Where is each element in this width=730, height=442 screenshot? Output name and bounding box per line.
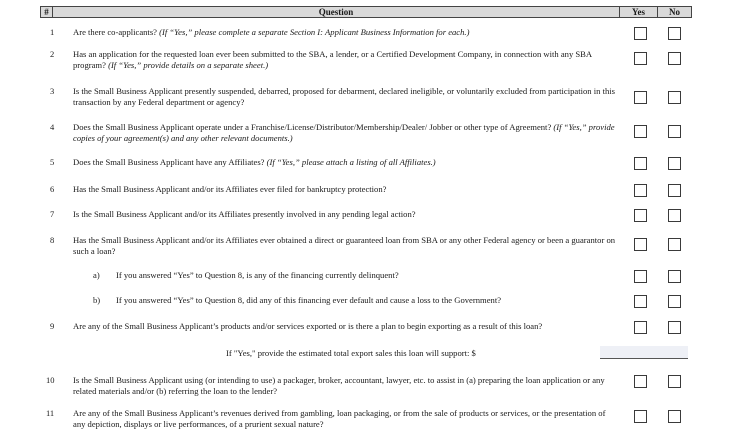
header-question: Question xyxy=(53,7,620,17)
question-number: 5 xyxy=(50,157,55,167)
no-checkbox-3[interactable] xyxy=(668,91,681,104)
question-body: Is the Small Business Applicant using (or intending to use) a packager, broker, accountant, lawyer, etc. to assist in (a) preparing the loan application or any related materials and/or (b) referring the loan to the lender? xyxy=(73,375,605,396)
question-body: Has the Small Business Applicant and/or its Affiliates ever obtained a direct or guaranteed loan from SBA or any other Federal agency or been a guarantor on such a loan? xyxy=(73,235,616,256)
no-checkbox-8a[interactable] xyxy=(668,270,681,283)
question-text-4 xyxy=(73,122,618,144)
no-checkbox-11[interactable] xyxy=(668,410,681,423)
no-checkbox-2[interactable] xyxy=(668,52,681,65)
question-number: 4 xyxy=(50,122,55,132)
no-checkbox-4[interactable] xyxy=(668,125,681,138)
no-checkbox-5[interactable] xyxy=(668,157,681,170)
question-body: Is the Small Business Applicant presently suspended, debarred, proposed for debarment, declared ineligible, or voluntarily excluded from participation in this transaction by any Federal department or agency? xyxy=(73,86,615,107)
question-text-10 xyxy=(73,375,618,397)
question-text-1 xyxy=(73,27,618,38)
question-instruction: (If “Yes,” please attach a listing of all Affiliates.) xyxy=(266,157,436,167)
export-sales-label: If "Yes," provide the estimated total export sales this loan will support: $ xyxy=(226,348,476,358)
question-body: Has the Small Business Applicant and/or its Affiliates ever filed for bankruptcy protection? xyxy=(73,184,387,194)
no-checkbox-7[interactable] xyxy=(668,209,681,222)
question-number: 1 xyxy=(50,27,55,37)
question-body: Has an application for the requested loan ever been submitted to the SBA, a lender, or a Certified Development Company, in connection with any SBA program? xyxy=(73,49,592,70)
question-text-11 xyxy=(73,408,618,430)
question-text-8 xyxy=(73,235,618,257)
no-checkbox-6[interactable] xyxy=(668,184,681,197)
yes-checkbox-9[interactable] xyxy=(634,321,647,334)
question-number: 10 xyxy=(46,375,55,385)
question-number: 6 xyxy=(50,184,55,194)
question-number: 9 xyxy=(50,321,55,331)
question-body: Are any of the Small Business Applicant’s revenues derived from gambling, loan packaging, or from the sale of products or services, or the presentation of any depiction, displays or live performances, of a prurient sexual nature? xyxy=(73,408,606,429)
question-text-9 xyxy=(73,321,618,332)
subquestion-text: If you answered “Yes” to Question 8, did any of this financing ever default and cause a loss to the Government? xyxy=(116,295,502,305)
question-body: Are any of the Small Business Applicant’s products and/or services exported or is there a plan to begin exporting as a result of this loan? xyxy=(73,321,543,331)
subquestion-label: a) xyxy=(93,270,100,280)
no-checkbox-8[interactable] xyxy=(668,238,681,251)
question-body: Does the Small Business Applicant operate under a Franchise/License/Distributor/Membership/Dealer/ Jobber or other type of Agreement? xyxy=(73,122,554,132)
yes-checkbox-6[interactable] xyxy=(634,184,647,197)
yes-checkbox-2[interactable] xyxy=(634,52,647,65)
header-number: # xyxy=(41,7,53,17)
question-text-5 xyxy=(73,157,618,168)
question-number: 2 xyxy=(50,49,55,59)
yes-checkbox-4[interactable] xyxy=(634,125,647,138)
question-number: 11 xyxy=(46,408,55,418)
yes-checkbox-8a[interactable] xyxy=(634,270,647,283)
question-instruction: (If “Yes,” provide copies of your agreement(s) and any other relevant documents.) xyxy=(73,122,615,143)
question-instruction: (If “Yes,” please complete a separate Section I: Applicant Business Information for each.) xyxy=(159,27,470,37)
question-number: 7 xyxy=(50,209,55,219)
question-body: Is the Small Business Applicant and/or its Affiliates presently involved in any pending legal action? xyxy=(73,209,416,219)
table-header xyxy=(40,6,692,18)
question-number: 3 xyxy=(50,86,55,96)
yes-checkbox-1[interactable] xyxy=(634,27,647,40)
question-body: Are there co-applicants? xyxy=(73,27,160,37)
no-checkbox-8b[interactable] xyxy=(668,295,681,308)
no-checkbox-1[interactable] xyxy=(668,27,681,40)
header-no: No xyxy=(669,7,680,17)
question-body: Does the Small Business Applicant have any Affiliates? xyxy=(73,157,267,167)
question-text-7 xyxy=(73,209,618,220)
header-yes: Yes xyxy=(620,7,658,17)
yes-checkbox-11[interactable] xyxy=(634,410,647,423)
yes-checkbox-8[interactable] xyxy=(634,238,647,251)
yes-checkbox-5[interactable] xyxy=(634,157,647,170)
question-text-3 xyxy=(73,86,618,108)
question-instruction: (If “Yes,” provide details on a separate sheet.) xyxy=(108,60,269,70)
question-text-6 xyxy=(73,184,618,195)
no-checkbox-10[interactable] xyxy=(668,375,681,388)
yes-checkbox-10[interactable] xyxy=(634,375,647,388)
yes-checkbox-3[interactable] xyxy=(634,91,647,104)
subquestion-label: b) xyxy=(93,295,101,305)
yes-checkbox-7[interactable] xyxy=(634,209,647,222)
no-checkbox-9[interactable] xyxy=(668,321,681,334)
question-number: 8 xyxy=(50,235,55,245)
export-sales-input[interactable] xyxy=(600,346,688,359)
question-text-2 xyxy=(73,49,618,71)
yes-checkbox-8b[interactable] xyxy=(634,295,647,308)
subquestion-text: If you answered “Yes” to Question 8, is any of the financing currently delinquent? xyxy=(116,270,399,280)
